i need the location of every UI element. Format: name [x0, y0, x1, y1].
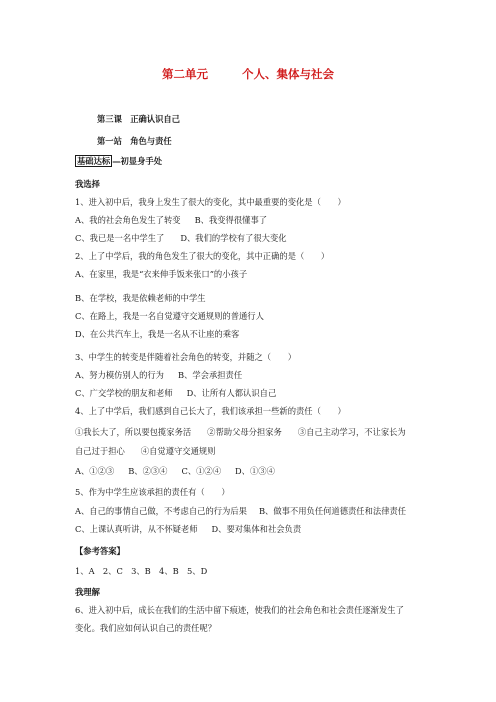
q4-statement-3-cont: 自己过于担心: [75, 446, 125, 456]
q4-statements-1: [75, 427, 406, 438]
q1-options-cd: [75, 233, 287, 244]
answer-heading: 【参考答案】: [75, 546, 125, 556]
q1-option-a: A、我的社会角色发生了转变: [75, 215, 181, 225]
basic-heading-rest: —初显身手处: [112, 156, 162, 166]
understand-heading: 我理解: [75, 587, 100, 597]
choose-heading: 我选择: [75, 179, 100, 189]
q3-options-cd: [75, 388, 276, 399]
q5-option-a: A、自己的事情自己做，不考虑自己的行为后果: [75, 506, 247, 516]
section-heading: 第一站 角色与责任: [97, 136, 172, 146]
unit-title: [0, 66, 496, 82]
q2-option-a: A、在家里，我是“衣来伸手饭来张口”的小孩子: [75, 269, 248, 279]
q4-option-c: C、①②④: [181, 466, 222, 476]
q4-options: [75, 466, 275, 477]
q3-option-a: A、努力模仿别人的行为: [75, 370, 164, 380]
q6-line-2: 变化。我们应如何认识自己的责任呢？: [75, 623, 217, 633]
q1-option-b: B、我变得很懂事了: [194, 215, 268, 225]
q1-option-c: C、我已是一名中学生了: [75, 233, 165, 243]
q2-option-d: D、在公共汽车上，我是一名从不让座的乘客: [75, 329, 240, 339]
q5-options-ab: [75, 506, 406, 517]
lesson-heading: 第三课 正确认识自己: [97, 114, 180, 124]
q1-options-ab: [75, 215, 267, 226]
q5-options-cd: [75, 524, 301, 535]
q5-option-c: C、上课认真听讲，从不怀疑老师: [75, 524, 198, 534]
q1-option-d: D、我们的学校有了很大变化: [180, 233, 287, 243]
q4-statements-2: [75, 446, 215, 457]
q4-option-d: D、①③④: [235, 466, 275, 476]
q4-statement-4: ④自觉遵守交通规则: [140, 446, 216, 456]
q1-stem: 1、进入初中后，我身上发生了很大的变化，其中最重要的变化是（ ）: [75, 197, 346, 207]
unit-name: 个人、集体与社会: [242, 67, 334, 81]
q3-option-c: C、广交学校的朋友和老师: [75, 388, 173, 398]
q2-option-c: C、在路上，我是一名自觉遵守交通规则的普通行人: [75, 311, 264, 321]
q5-stem: 5、作为中学生应该承担的责任有（ ）: [75, 487, 230, 497]
q4-statement-1: ①我长大了，所以要包揽家务活: [75, 427, 192, 437]
q4-statement-2: ②帮助父母分担家务: [207, 427, 282, 437]
basic-heading: [75, 156, 162, 167]
q4-statement-3: ③自己主动学习，不让家长为: [297, 427, 406, 437]
q4-option-a: A、①②③: [75, 466, 115, 476]
q3-option-b: B、学会承担责任: [177, 370, 243, 380]
q2-option-b: B、在学校，我是依赖老师的中学生: [75, 293, 206, 303]
q6-line-1: 6、进入初中后，成长在我们的生活中留下痕迹，使我们的社会角色和社会责任逐渐发生了: [75, 605, 404, 615]
q5-option-b: B、做事不用负任何道德责任和法律责任: [258, 506, 407, 516]
q3-option-d: D、让所有人都认识自己: [186, 388, 277, 398]
q4-option-b: B、②③④: [128, 466, 168, 476]
q3-stem: 3、中学生的转变是伴随着社会角色的转变，并随之（ ）: [75, 352, 296, 362]
q3-options-ab: [75, 370, 242, 381]
unit-number: 第二单元: [162, 67, 208, 81]
q5-option-d: D、要对集体和社会负责: [211, 524, 302, 534]
answer-key: 1、A 2、C 3、B 4、B 5、D: [75, 566, 208, 576]
basic-heading-boxed: 基础达标: [77, 156, 111, 166]
q4-stem: 4、上了中学后，我们感到自己长大了，我们该承担一些新的责任（ ）: [75, 406, 346, 416]
q2-stem: 2、上了中学后，我的角色发生了很大的变化，其中正确的是（ ）: [75, 251, 330, 261]
